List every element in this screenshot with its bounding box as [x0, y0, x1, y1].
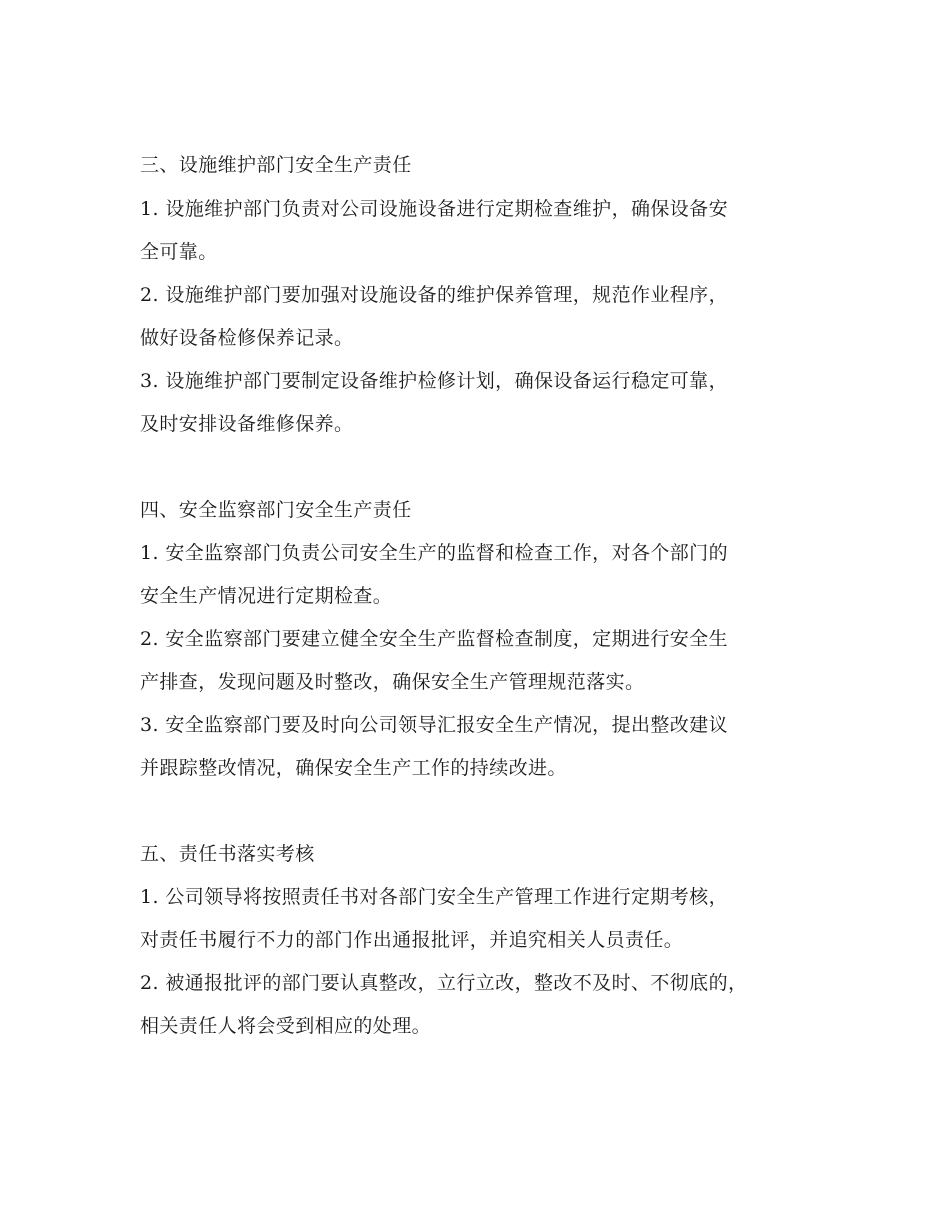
item-5-2-line-1: 2. 被通报批评的部门要认真整改，立行立改，整改不及时、不彻底的， — [140, 972, 748, 994]
item-4-3-line-1: 3. 安全监察部门要及时向公司领导汇报安全生产情况，提出整改建议 — [140, 714, 728, 736]
item-4-1-line-2: 安全生产情况进行定期检查。 — [140, 585, 393, 607]
item-4-1-line-1: 1. 安全监察部门负责公司安全生产的监督和检查工作，对各个部门的 — [140, 542, 728, 564]
section-heading-3: 三、设施维护部门安全生产责任 — [140, 154, 412, 176]
item-4-2-line-1: 2. 安全监察部门要建立健全安全生产监督检查制度，定期进行安全生 — [140, 628, 728, 650]
item-3-3-line-2: 及时安排设备维修保养。 — [140, 413, 354, 435]
item-3-1-line-2: 全可靠。 — [140, 241, 218, 263]
item-5-2-line-2: 相关责任人将会受到相应的处理。 — [140, 1015, 432, 1037]
section-heading-4: 四、安全监察部门安全生产责任 — [140, 499, 412, 521]
item-5-1-line-2: 对责任书履行不力的部门作出通报批评，并追究相关人员责任。 — [140, 929, 684, 951]
item-4-3-line-2: 并跟踪整改情况，确保安全生产工作的持续改进。 — [140, 757, 567, 779]
item-3-2-line-1: 2. 设施维护部门要加强对设施设备的维护保养管理，规范作业程序， — [140, 284, 728, 306]
section-heading-5: 五、责任书落实考核 — [140, 843, 315, 865]
item-3-3-line-1: 3. 设施维护部门要制定设备维护检修计划，确保设备运行稳定可靠， — [140, 370, 728, 392]
item-4-2-line-2: 产排查，发现问题及时整改，确保安全生产管理规范落实。 — [140, 671, 645, 693]
item-3-1-line-1: 1. 设施维护部门负责对公司设施设备进行定期检查维护，确保设备安 — [140, 198, 728, 220]
item-3-2-line-2: 做好设备检修保养记录。 — [140, 327, 354, 349]
item-5-1-line-1: 1. 公司领导将按照责任书对各部门安全生产管理工作进行定期考核， — [140, 886, 728, 908]
